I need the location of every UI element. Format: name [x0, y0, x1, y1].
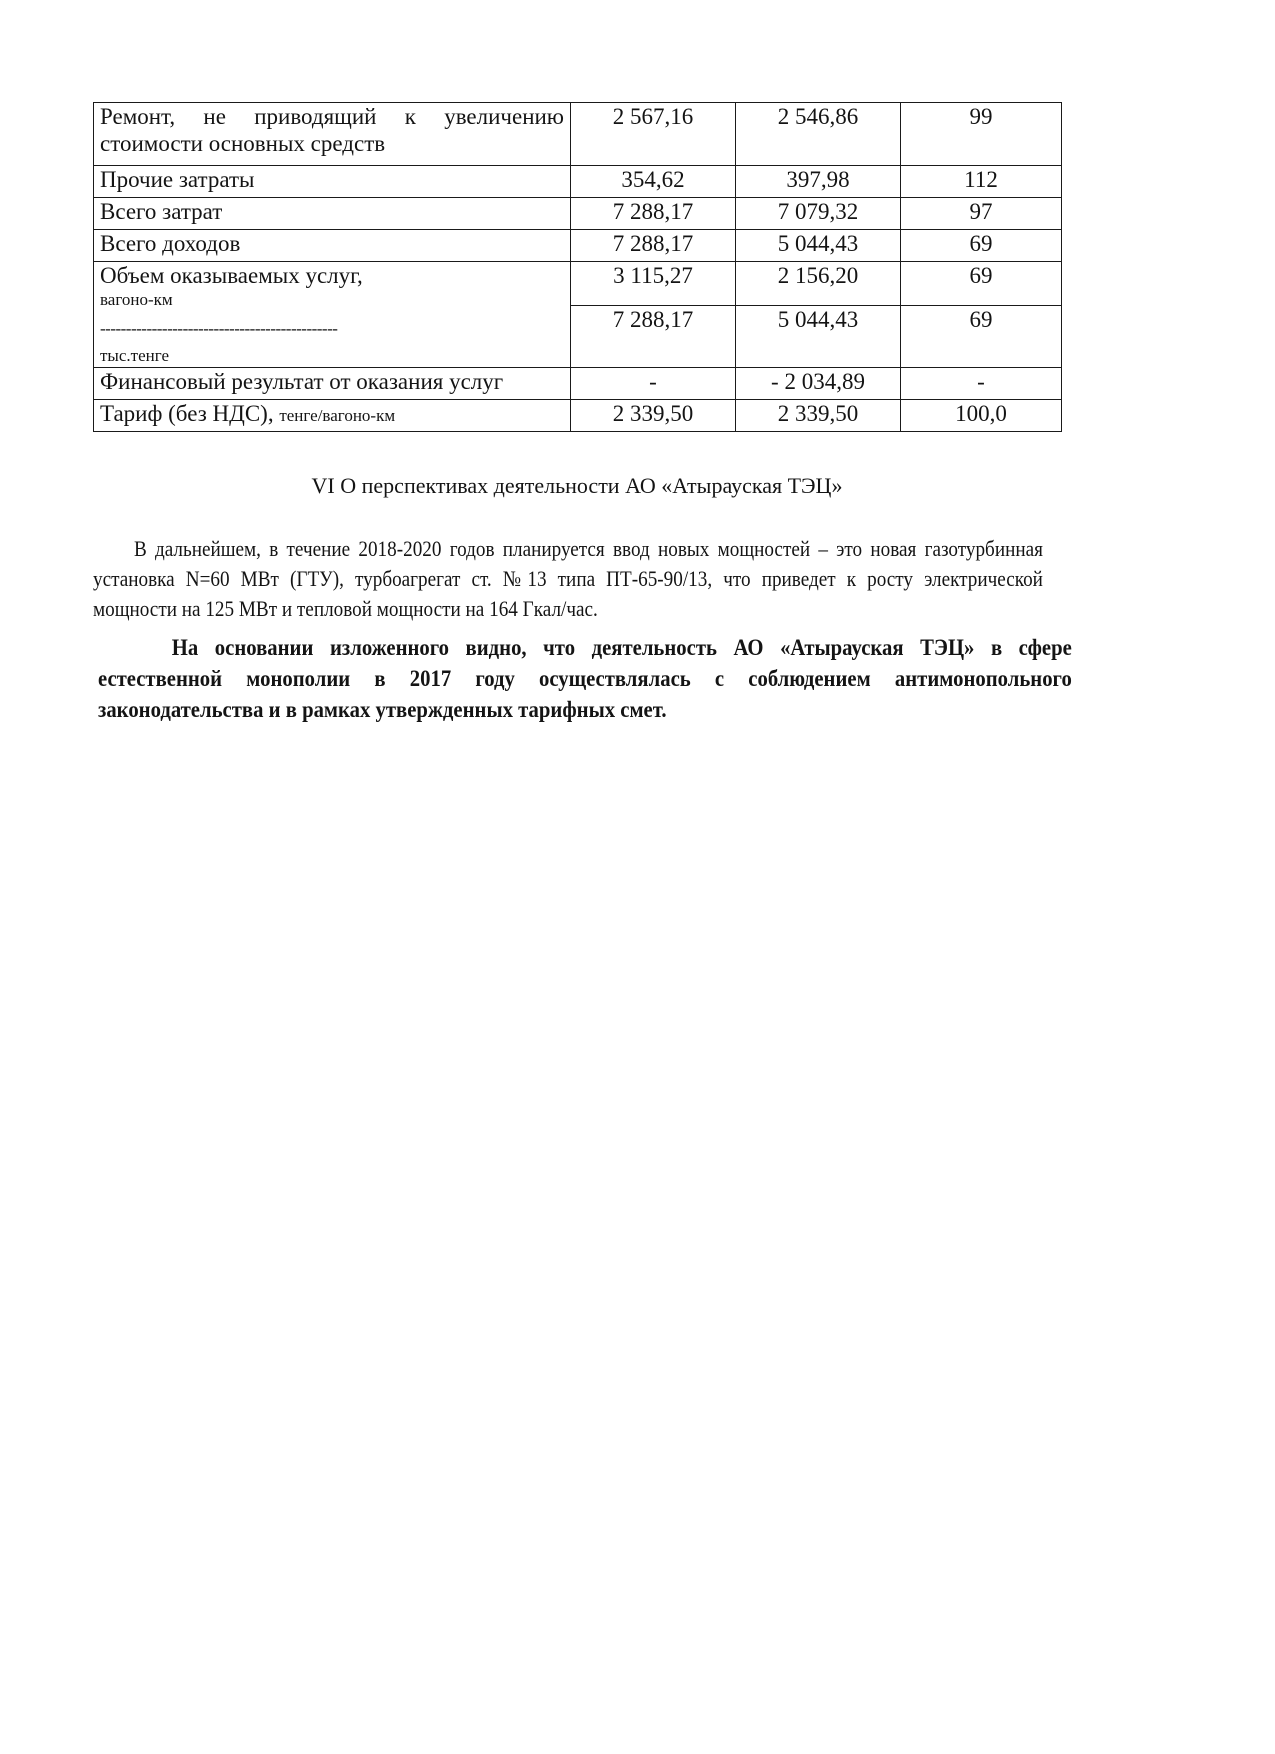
row-label: Всего доходов [94, 230, 571, 262]
percent-value: 69 [901, 262, 1062, 306]
plan-value: 7 288,17 [571, 306, 736, 368]
percent-value: 100,0 [901, 400, 1062, 432]
plan-value: 7 288,17 [571, 198, 736, 230]
conclusion-paragraph: На основании изложенного видно, что деятельность АО «Атырауская ТЭЦ» в сфере естественной монополии в 2017 году осуществлялась с соблюдением антимонопольного законодательства и в рамках утвержденных тарифных смет. [98, 635, 1072, 722]
services-label: Объем оказываемых услуг, [100, 263, 363, 288]
table-row [94, 166, 1062, 198]
fact-value: 5 044,43 [736, 230, 901, 262]
plan-value: 2 567,16 [571, 103, 736, 166]
tariff-label: Тариф (без НДС), [100, 401, 274, 426]
plan-value: 3 115,27 [571, 262, 736, 306]
percent-value: 99 [901, 103, 1062, 166]
percent-value: - [901, 368, 1062, 400]
percent-value: 112 [901, 166, 1062, 198]
plan-value: - [571, 368, 736, 400]
fact-value: - 2 034,89 [736, 368, 901, 400]
fact-value: 5 044,43 [736, 306, 901, 368]
row-label: Прочие затраты [94, 166, 571, 198]
table-row [94, 400, 1062, 432]
tariff-unit: тенге/вагоно-км [279, 406, 396, 425]
unit-top-label: вагоно-км [100, 290, 173, 309]
table-row [94, 230, 1062, 262]
table-row [94, 198, 1062, 230]
table-row [94, 262, 1062, 306]
row-label-line2: стоимости основных средств [100, 131, 386, 156]
row-label [94, 262, 571, 368]
row-label [94, 400, 571, 432]
cost-table [93, 102, 1062, 432]
fact-value: 397,98 [736, 166, 901, 198]
fact-value: 2 546,86 [736, 103, 901, 166]
row-label: Всего затрат [94, 198, 571, 230]
row-label: Финансовый результат от оказания услуг [94, 368, 571, 400]
fact-value: 7 079,32 [736, 198, 901, 230]
table-row [94, 103, 1062, 166]
row-label-line1: Ремонт, не приводящий к увеличению [100, 104, 564, 129]
row-label [94, 103, 571, 166]
fact-value: 2 156,20 [736, 262, 901, 306]
plan-value: 354,62 [571, 166, 736, 198]
unit-divider: ---------------------------------------------- [100, 319, 338, 338]
unit-bottom-label: тыс.тенге [100, 346, 170, 365]
table-row [94, 368, 1062, 400]
body-paragraph: В дальнейшем, в течение 2018-2020 годов планируется ввод новых мощностей – это новая газотурбинная установка N=60 МВт (ГТУ), турбоагрегат ст. №13 типа ПТ-65-90/13, что приведет к росту электрической мощности на 125 МВт и тепловой мощности на 164 Гкал/час. [93, 536, 1043, 621]
fact-value: 2 339,50 [736, 400, 901, 432]
section-title: VI О перспективах деятельности АО «Атырауская ТЭЦ» [311, 473, 843, 498]
percent-value: 69 [901, 230, 1062, 262]
percent-value: 97 [901, 198, 1062, 230]
plan-value: 2 339,50 [571, 400, 736, 432]
plan-value: 7 288,17 [571, 230, 736, 262]
percent-value: 69 [901, 306, 1062, 368]
